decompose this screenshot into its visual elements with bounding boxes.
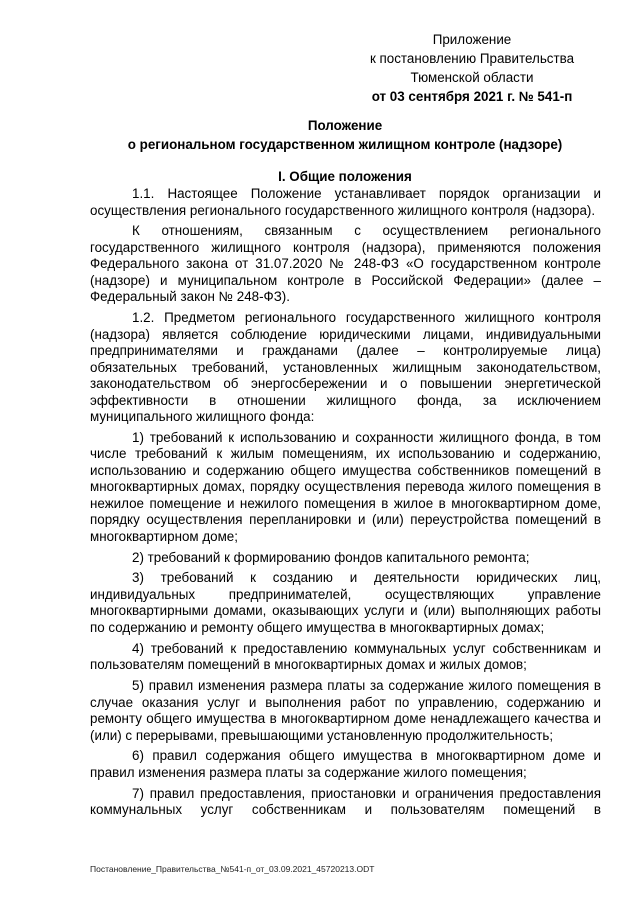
paragraph: 1.1. Настоящее Положение устанавливает порядок организации и осуществления регионального государственного жилищного контроля (надзора). <box>90 186 601 218</box>
paragraph: 5) правил изменения размера платы за содержание жилого помещения в случае оказания услуг и выполнения работ по управлению, содержанию и ремонту общего имущества в многоквартирном доме ненадлежащего качества и (или) с перерывами, превышающими установленную продолжительность; <box>90 678 601 743</box>
paragraph: 6) правил содержания общего имущества в многоквартирном доме и правил изменения размера платы за содержание жилого помещения; <box>90 748 601 780</box>
paragraph: 4) требований к предоставлению коммунальных услуг собственникам и пользователям помещений в многоквартирных домах и жилых домов; <box>90 640 601 673</box>
paragraph: 2) требований к формированию фондов капитального ремонта; <box>132 549 530 565</box>
paragraph: 3) требований к созданию и деятельности юридических лиц, индивидуальных предпринимателей, осуществляющих управление многоквартирными домами, оказывающих услуги и (или) выполняющих работы по содержанию и ремонту общего имущества в многоквартирных домах; <box>90 570 601 635</box>
paragraph: 1) требований к использованию и сохранности жилищного фонда, в том числе требований к жилым помещениям, их использованию и содержанию, использованию и содержанию общего имущества собственников помещений в многоквартирных домах, порядку осуществления перевода жилого помещения в нежилое помещение и нежилого помещения в жилое в многоквартирном доме, порядку осуществления перепланировки и (или) переустройства помещений в многоквартирном доме; <box>90 429 601 544</box>
appendix-block <box>342 30 602 106</box>
document-title <box>90 116 600 154</box>
section-heading: I. Общие положения <box>278 169 412 184</box>
paragraph: 1.2. Предметом регионального государственного жилищного контроля (надзора) является соблюдение юридическими лицами, индивидуальными предпринимателями и гражданами (далее – контролируемые лица) обязательных требований, установленных жилищным законодательством, законодательством об энергосбережении и о повышении энергетической эффективности в отношении жилищного фонда, за исключением муниципального жилищного фонда: <box>90 310 601 425</box>
paragraph: К отношениям, связанным с осуществлением регионального государственного жилищного контроля (надзора), применяются положения Федерального закона от 31.07.2020 № 248-ФЗ «О государственном контроле (надзоре) и муниципальном контроле в Российской Федерации» (далее – Федеральный закон № 248-ФЗ). <box>90 223 601 305</box>
paragraph: 7) правил предоставления, приостановки и ограничения предоставления коммунальных услуг собственникам и пользователям помещений в <box>90 785 601 818</box>
appendix-label: Приложение <box>432 32 512 47</box>
title-line-2: о региональном государственном жилищном контроле (надзоре) <box>127 137 563 152</box>
document-body <box>90 186 601 823</box>
appendix-region: Тюменской области <box>410 70 534 85</box>
title-line-1: Положение <box>307 118 383 133</box>
footer-filename: Постановление_Правительства_№541-п_от_03.09.2021_45720213.ODT <box>90 864 375 874</box>
appendix-resolution: к постановлению Правительства <box>369 51 575 66</box>
appendix-date: от 03 сентября 2021 г. № 541-п <box>371 89 573 104</box>
